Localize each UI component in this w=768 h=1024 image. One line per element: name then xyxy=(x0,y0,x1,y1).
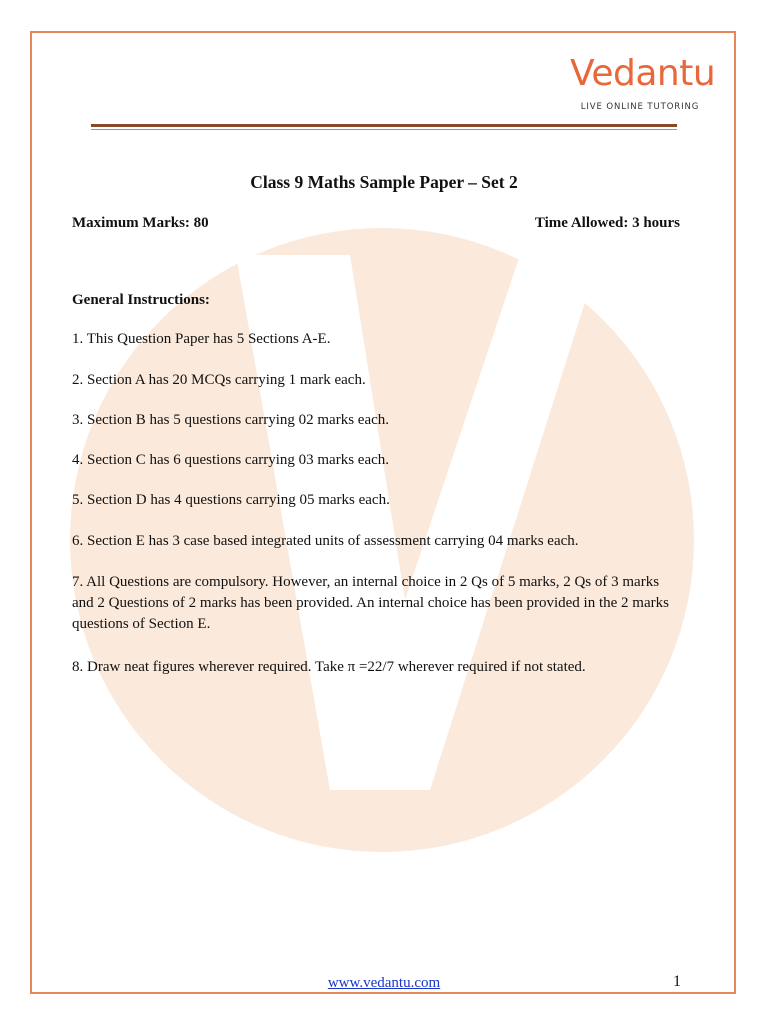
header-rule-thin xyxy=(91,129,677,130)
instructions-heading: General Instructions: xyxy=(72,292,210,308)
logo-wordmark: Vedantu xyxy=(570,53,716,94)
instruction-item: 5. Section D has 4 questions carrying 05 marks each. xyxy=(72,492,390,508)
footer-website-link[interactable]: www.vedantu.com xyxy=(327,975,441,991)
page-number: 1 xyxy=(673,973,681,990)
instruction-item: 1. This Question Paper has 5 Sections A-E. xyxy=(72,331,331,347)
vedantu-logo xyxy=(570,50,716,118)
instruction-item: 3. Section B has 5 questions carrying 02 marks each. xyxy=(72,412,390,428)
instruction-item: 2. Section A has 20 MCQs carrying 1 mark each. xyxy=(72,372,366,388)
instruction-item: 8. Draw neat figures wherever required. Take π =22/7 wherever required if not stated. xyxy=(72,659,586,675)
instruction-item: 4. Section C has 6 questions carrying 03 marks each. xyxy=(72,452,390,468)
instruction-item: 7. All Questions are compulsory. However, an internal choice in 2 Qs of 5 marks, 2 Qs of 3 marks and 2 Questions of 2 marks has been provided. An internal choice has been provided in the 2 marks questions of Section E. xyxy=(72,574,669,632)
time-allowed: Time Allowed: 3 hours xyxy=(534,215,680,231)
maximum-marks: Maximum Marks: 80 xyxy=(72,215,209,231)
instruction-item: 6. Section E has 3 case based integrated units of assessment carrying 04 marks each. xyxy=(72,533,579,549)
logo-tagline: LIVE ONLINE TUTORING xyxy=(580,102,700,112)
paper-title: Class 9 Maths Sample Paper – Set 2 xyxy=(250,172,518,192)
header-rule xyxy=(91,124,677,127)
